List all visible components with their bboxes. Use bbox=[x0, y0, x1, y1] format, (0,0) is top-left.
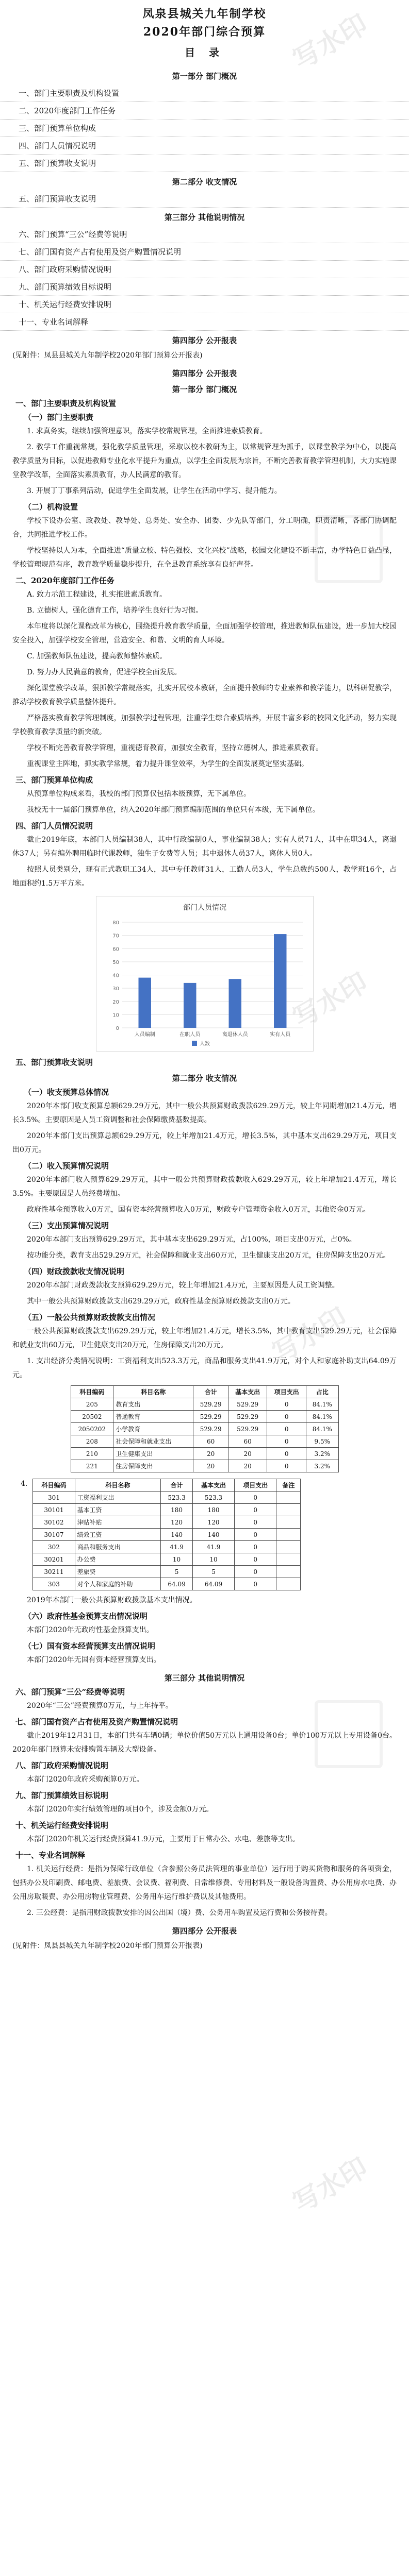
table-cell: 205 bbox=[71, 1398, 113, 1411]
table-cell: 0 bbox=[235, 1553, 276, 1566]
table-row bbox=[71, 1435, 338, 1448]
table-2-wrap bbox=[21, 1476, 409, 1594]
paragraph: 深化课堂教学改革，狠抓教学常规落实，扎实开展校本教研，全面提升教师的专业素养和教学能力，以科研促教学，推动学校教育教学质量整体提升。 bbox=[12, 684, 397, 706]
toc-part-2[interactable]: 第二部分 收支情况 bbox=[172, 177, 237, 187]
table-cell: 523.3 bbox=[192, 1492, 234, 1504]
paragraph: A. 致力示范工程建设，扎实推进素质教育。 bbox=[27, 590, 167, 599]
legend-label: 人数 bbox=[199, 1041, 210, 1047]
table-row bbox=[33, 1516, 301, 1529]
table-cell: 529.29 bbox=[193, 1398, 228, 1411]
y-tick-label: 0 bbox=[116, 1026, 119, 1031]
toc-item[interactable]: 六、部门预算“三公”经费等说明 bbox=[0, 226, 409, 243]
table-row bbox=[71, 1398, 338, 1411]
table-cell: 180 bbox=[192, 1504, 234, 1516]
paragraph: 2. 三公经费：是指用财政拨款安排的因公出国（境）费、公务用车购置及运行费和公务接待费。 bbox=[27, 1909, 332, 1917]
section-5-title: 五、部门预算收支说明 bbox=[15, 1058, 93, 1067]
section-10-title: 十、机关运行经费安排说明 bbox=[15, 1821, 109, 1830]
table-header: 合计 bbox=[161, 1479, 193, 1492]
y-tick-label: 80 bbox=[112, 920, 119, 926]
table-cell: 120 bbox=[161, 1516, 193, 1529]
table-cell: 120 bbox=[192, 1516, 234, 1529]
table-cell: 0 bbox=[267, 1423, 306, 1435]
paragraph: 严格落实教育教学管理制度，加强教学过程管理，注重学生综合素质培养，开展丰富多彩的校园文化活动，努力实现学校教育教学质量的新突破。 bbox=[12, 714, 397, 736]
bar bbox=[228, 979, 241, 1028]
budget-title: 2020年部门综合预算 bbox=[143, 25, 266, 39]
table-header: 科目编码 bbox=[71, 1386, 113, 1398]
paragraph: 从预算单位构成来看，我校的部门预算仅包括本级预算，无下属单位。 bbox=[27, 790, 251, 798]
table-cell: 64.09 bbox=[161, 1578, 193, 1590]
table-header: 备注 bbox=[276, 1479, 301, 1492]
toc-item[interactable]: 一、部门主要职责及机构设置 bbox=[0, 84, 409, 102]
table-row bbox=[33, 1529, 301, 1541]
table-cell: 2050202 bbox=[71, 1423, 113, 1435]
x-tick-label: 人员编制 bbox=[134, 1032, 155, 1038]
table-cell: 60 bbox=[193, 1435, 228, 1448]
chart-title: 部门人员情况 bbox=[183, 904, 226, 912]
table-cell: 0 bbox=[235, 1541, 276, 1553]
s6-sub1: （六）政府性基金预算支出情况说明 bbox=[24, 1612, 148, 1621]
table-cell: 10 bbox=[161, 1553, 193, 1566]
section-9-title: 九、部门预算绩效目标说明 bbox=[15, 1791, 109, 1800]
toc-part-4[interactable]: 第四部分 公开报表 bbox=[172, 336, 237, 345]
paragraph: 本部门2020年无政府性基金预算支出。 bbox=[27, 1626, 154, 1634]
paragraph: 本部门2020年无国有资本经营预算支出。 bbox=[27, 1656, 161, 1664]
table-cell: 30201 bbox=[33, 1553, 75, 1566]
toc-item[interactable]: 五、部门预算收支说明 bbox=[0, 190, 409, 208]
bar bbox=[184, 983, 197, 1028]
table-cell: 20 bbox=[193, 1448, 228, 1460]
table-cell: 221 bbox=[71, 1460, 113, 1472]
table-cell: 84.1% bbox=[306, 1411, 339, 1423]
table-cell: 基本工资 bbox=[75, 1504, 161, 1516]
table-cell: 9.5% bbox=[306, 1435, 339, 1448]
part4-head: 第四部分 公开报表 bbox=[172, 369, 237, 378]
table-cell: 20 bbox=[228, 1460, 267, 1472]
table-cell: 0 bbox=[235, 1504, 276, 1516]
paragraph: 2020年本部门收入预算629.29万元，其中一般公共预算财政拨款收入629.29万元，较上年增加21.4万元，增长3.5%。主要原因是人员经费增加。 bbox=[12, 1176, 397, 1198]
table-cell: 41.9 bbox=[161, 1541, 193, 1553]
table-cell bbox=[276, 1504, 301, 1516]
section-4-title: 四、部门人员情况说明 bbox=[15, 821, 93, 831]
table-cell: 5 bbox=[161, 1566, 193, 1578]
table-cell: 0 bbox=[235, 1529, 276, 1541]
paragraph: 2019年本部门一般公共预算财政拨款基本支出情况。 bbox=[27, 1596, 197, 1604]
section-3-title: 三、部门预算单位构成 bbox=[15, 775, 93, 785]
y-tick-label: 20 bbox=[112, 999, 119, 1005]
table-cell: 小学教育 bbox=[113, 1423, 193, 1435]
table-row bbox=[71, 1411, 338, 1423]
table-cell: 0 bbox=[267, 1435, 306, 1448]
table-cell: 办公费 bbox=[75, 1553, 161, 1566]
table-cell: 普通教育 bbox=[113, 1411, 193, 1423]
paragraph: 3. 开展丁丁事系列活动，促进学生全面发展，让学生在活动中学习、提升能力。 bbox=[27, 487, 282, 495]
table-row bbox=[33, 1578, 301, 1590]
table-cell: 529.29 bbox=[228, 1398, 267, 1411]
toc-part-1[interactable]: 第一部分 部门概况 bbox=[172, 72, 237, 81]
paragraph: 2020年“三公”经费预算0万元，与上年持平。 bbox=[27, 1702, 173, 1710]
table-cell: 3.2% bbox=[306, 1460, 339, 1472]
attachment-note: (见附件：凤县县城关九年制学校2020年部门预算公开报表) bbox=[12, 351, 203, 360]
table-cell: 20502 bbox=[71, 1411, 113, 1423]
table-cell: 0 bbox=[235, 1566, 276, 1578]
table-cell: 84.1% bbox=[306, 1398, 339, 1411]
table-cell: 210 bbox=[71, 1448, 113, 1460]
table-cell: 0 bbox=[235, 1516, 276, 1529]
s5-sub5: （五）一般公共预算财政拨款支出情况 bbox=[24, 1313, 156, 1322]
part4-final-head: 第四部分 公开报表 bbox=[172, 1926, 237, 1936]
paragraph: 本年度将以深化课程改革为核心，围绕提升教育教学质量，全面加强学校管理，推进教师队伍建设，进一步加大校园安全投入，加强学校安全管理，营造安全、和谐、文明的育人环境。 bbox=[12, 622, 397, 645]
table-number: 4. bbox=[21, 1480, 28, 1488]
table-cell: 0 bbox=[267, 1448, 306, 1460]
toc-item[interactable]: 三、部门预算单位构成 bbox=[0, 120, 409, 137]
table-header: 科目名称 bbox=[113, 1386, 193, 1398]
table-header: 项目支出 bbox=[235, 1479, 276, 1492]
toc-item[interactable]: 八、部门政府采购情况说明 bbox=[0, 261, 409, 278]
table-cell: 30101 bbox=[33, 1504, 75, 1516]
table-row bbox=[33, 1566, 301, 1578]
table-cell: 差旅费 bbox=[75, 1566, 161, 1578]
section-7-title: 七、部门国有资产占有使用及资产购置情况说明 bbox=[15, 1717, 178, 1726]
school-title: 凤泉县城关九年制学校 bbox=[142, 7, 267, 21]
toc-item[interactable]: 七、部门国有资产占有使用及资产购置情况说明 bbox=[0, 243, 409, 261]
toc-title: 目 录 bbox=[185, 46, 224, 59]
toc-item[interactable]: 十、机关运行经费安排说明 bbox=[0, 296, 409, 313]
table-cell: 41.9 bbox=[192, 1541, 234, 1553]
table-cell: 180 bbox=[161, 1504, 193, 1516]
table-cell: 529.29 bbox=[228, 1423, 267, 1435]
table-cell: 5 bbox=[192, 1566, 234, 1578]
paragraph: 政府性基金预算收入0万元，国有资本经营预算收入0万元，财政专户管理资金收入0万元，其他资金0万元。 bbox=[27, 1206, 370, 1214]
table-cell: 0 bbox=[267, 1398, 306, 1411]
paragraph: 本部门2020年机关运行经费预算41.9万元，主要用于日常办公、水电、差旅等支出。 bbox=[27, 1835, 300, 1843]
table-cell: 140 bbox=[192, 1529, 234, 1541]
section-11-title: 十一、专业名词解释 bbox=[15, 1851, 86, 1860]
table-cell bbox=[276, 1529, 301, 1541]
paragraph: 学校不断完善教育教学管理，重视德育教育，加强安全教育，坚持立德树人，推进素质教育。 bbox=[27, 744, 323, 752]
toc-item[interactable]: 四、部门人员情况说明 bbox=[0, 137, 409, 155]
table-cell: 0 bbox=[235, 1492, 276, 1504]
table-cell: 津贴补贴 bbox=[75, 1516, 161, 1529]
table-of-contents bbox=[0, 66, 409, 349]
staff-bar-chart bbox=[96, 896, 313, 1051]
table-row bbox=[33, 1553, 301, 1566]
y-tick-label: 50 bbox=[112, 959, 119, 965]
table-cell: 529.29 bbox=[228, 1411, 267, 1423]
s5-sub2: （二）收入预算情况说明 bbox=[24, 1161, 109, 1171]
table-cell bbox=[276, 1566, 301, 1578]
attachment-note-final: (见附件：凤县县城关九年制学校2020年部门预算公开报表) bbox=[12, 1942, 203, 1950]
table-row bbox=[33, 1492, 301, 1504]
watermark-text: 写水印 bbox=[267, 1302, 353, 1369]
s5-sub3: （三）支出预算情况说明 bbox=[24, 1221, 109, 1230]
section-8-title: 八、部门政府采购情况说明 bbox=[15, 1761, 109, 1770]
x-tick-label: 离退休人员 bbox=[222, 1032, 248, 1038]
paragraph: D. 努力办人民满意的教育，促进学校全面发展。 bbox=[27, 668, 182, 676]
table-row bbox=[71, 1460, 338, 1472]
table-row bbox=[33, 1504, 301, 1516]
paragraph: 本部门2020年政府采购预算0万元。 bbox=[27, 1775, 144, 1784]
watermark-text: 写水印 bbox=[288, 9, 373, 76]
paragraph: 截止2019年底，本部门人员编制38人，其中行政编制0人，事业编制38人；实有人员71人，其中在职34人，离退休37人；另有编外聘用临时代课教师，独生子女费等人员；其中退休人员37人，离休人员0人。 bbox=[12, 836, 397, 858]
table-cell: 84.1% bbox=[306, 1423, 339, 1435]
function-table bbox=[71, 1385, 339, 1472]
table-cell bbox=[276, 1492, 301, 1504]
table-header: 占比 bbox=[306, 1386, 339, 1398]
table-row bbox=[71, 1448, 338, 1460]
paragraph: 按功能分类，教育支出529.29万元，社会保障和就业支出60万元，卫生健康支出20万元，住房保障支出20万元。 bbox=[27, 1251, 390, 1260]
y-tick-label: 10 bbox=[112, 1012, 119, 1019]
paragraph: 我校无十一届部门预算单位，纳入2020年部门预算编制范围的单位只有本级，无下属单位。 bbox=[27, 806, 320, 814]
bar bbox=[138, 978, 151, 1028]
y-tick-label: 70 bbox=[112, 933, 119, 939]
paragraph: C. 加强教师队伍建设，提高教师整体素质。 bbox=[27, 652, 167, 660]
table-cell: 20 bbox=[228, 1448, 267, 1460]
s5-sub4: （四）财政拨款收支情况说明 bbox=[24, 1267, 125, 1276]
s5-sub1: （一）收支预算总体情况 bbox=[24, 1088, 109, 1097]
toc-item[interactable]: 十一、专业名词解释 bbox=[0, 313, 409, 331]
table-header: 基本支出 bbox=[228, 1386, 267, 1398]
staff-chart bbox=[96, 896, 314, 1052]
table-cell: 20 bbox=[193, 1460, 228, 1472]
table-cell: 208 bbox=[71, 1435, 113, 1448]
section-1-sub1: （一）部门主要职责 bbox=[24, 413, 94, 422]
table-cell: 0 bbox=[235, 1578, 276, 1590]
paragraph: 一般公共预算财政拨款支出629.29万元，较上年增加21.4万元，增长3.5%，其中教育支出529.29万元，社会保障和就业支出60万元，卫生健康支出20万元，住房保障支出20万元。 bbox=[12, 1327, 397, 1349]
section-6-title: 六、部门预算“三公”经费等说明 bbox=[15, 1687, 125, 1697]
table-cell bbox=[276, 1541, 301, 1553]
table-cell bbox=[276, 1578, 301, 1590]
table-cell bbox=[276, 1553, 301, 1566]
table-header: 科目编码 bbox=[33, 1479, 75, 1492]
table-cell: 商品和服务支出 bbox=[75, 1541, 161, 1553]
table-cell: 64.09 bbox=[192, 1578, 234, 1590]
table-cell: 523.3 bbox=[161, 1492, 193, 1504]
table-cell: 303 bbox=[33, 1578, 75, 1590]
table-cell: 60 bbox=[228, 1435, 267, 1448]
table-cell: 住房保障支出 bbox=[113, 1460, 193, 1472]
table-cell: 140 bbox=[161, 1529, 193, 1541]
watermark-text: 写水印 bbox=[288, 967, 373, 1035]
table-cell: 工资福利支出 bbox=[75, 1492, 161, 1504]
s6-sub2: （七）国有资本经营预算支出情况说明 bbox=[24, 1641, 156, 1651]
part2-head: 第二部分 收支情况 bbox=[172, 1074, 237, 1083]
table-cell: 对个人和家庭的补助 bbox=[75, 1578, 161, 1590]
paragraph: 重视课堂主阵地，抓实教学常规，着力提升课堂效率，为学生的全面发展奠定坚实基础。 bbox=[27, 760, 308, 768]
table-cell: 绩效工资 bbox=[75, 1529, 161, 1541]
table-cell: 3.2% bbox=[306, 1448, 339, 1460]
paragraph: 2. 教学工作重视常规，强化教学质量管理，采取以校本教研为主，以常规管理为抓手，以课堂教学为中心，以提高教学质量为目标，以促进教师专业化水平提升为重点，以学生全面发展为宗旨，不断完善教育教学管理机制，大力实施课堂教学改革，全面落实素质教育，办人民满意的教育。 bbox=[12, 443, 397, 479]
table-header: 合计 bbox=[193, 1386, 228, 1398]
table-cell: 卫生健康支出 bbox=[113, 1448, 193, 1460]
paragraph: 截止2019年12月31日，本部门共有车辆0辆；单位价值50万元以上通用设备0台；单价100万元以上专用设备0台。2020年部门预算未安排购置车辆及大型设备。 bbox=[12, 1732, 397, 1754]
paragraph: B. 立德树人，强化德育工作，培养学生良好行为习惯。 bbox=[27, 606, 203, 615]
part3-head: 第三部分 其他说明情况 bbox=[164, 1673, 245, 1683]
bar bbox=[274, 934, 287, 1028]
table-row bbox=[71, 1423, 338, 1435]
section-2-title: 二、2020年度部门工作任务 bbox=[15, 576, 114, 585]
table-header: 基本支出 bbox=[192, 1479, 234, 1492]
section-1-sub2: （二）机构设置 bbox=[24, 502, 78, 512]
y-tick-label: 30 bbox=[112, 986, 119, 992]
paragraph: 1. 求真务实，继续加强管理意识，落实学校常规管理，全面推进素质教育。 bbox=[27, 427, 267, 435]
table-cell: 30211 bbox=[33, 1566, 75, 1578]
table-cell: 529.29 bbox=[193, 1423, 228, 1435]
economic-table bbox=[32, 1479, 301, 1590]
x-tick-label: 实有人员 bbox=[269, 1032, 290, 1038]
table-cell bbox=[276, 1516, 301, 1529]
table-header: 科目名称 bbox=[75, 1479, 161, 1492]
paragraph: 学校下设办公室、政教处、教导处、总务处、安全办、团委、少先队等部门，分工明确，职责清晰，各部门协调配合，共同推进学校工作。 bbox=[12, 517, 397, 539]
table-cell: 30107 bbox=[33, 1529, 75, 1541]
table-cell: 10 bbox=[192, 1553, 234, 1566]
paragraph: 其中一般公共预算财政拨款支出629.29万元，政府性基金预算财政拨款支出0万元。 bbox=[27, 1297, 295, 1306]
paragraph: 2020年本部门收支预算总额629.29万元，其中一般公共预算财政拨款629.29万元，较上年同期增加21.4万元，增长3.5%。主要原因是人员工资调整和社会保障缴费基数提高。 bbox=[12, 1102, 397, 1124]
table-cell: 529.29 bbox=[193, 1411, 228, 1423]
section-1-title: 一、部门主要职责及机构设置 bbox=[15, 399, 117, 408]
y-tick-label: 60 bbox=[112, 946, 119, 953]
toc-item[interactable]: 二、2020年度部门工作任务 bbox=[0, 102, 409, 120]
toc-item[interactable]: 五、部门预算收支说明 bbox=[0, 155, 409, 172]
part1-head: 第一部分 部门概况 bbox=[172, 385, 237, 394]
paragraph: 2020年本部门财政拨款收支预算629.29万元，较上年增加21.4万元，主要原因是人员工资调整。 bbox=[27, 1281, 339, 1290]
paragraph: 2020年本部门支出预算629.29万元，其中基本支出629.29万元，占100%，项目支出0万元，占0%。 bbox=[27, 1235, 356, 1244]
paragraph: 1. 支出经济分类情况说明：工资福利支出523.3万元，商品和服务支出41.9万元，对个人和家庭补助支出64.09万元。 bbox=[12, 1357, 397, 1379]
paragraph: 按照人员类别分，现有正式教职工34人，其中专任教师31人，工勤人员3人，学生总数约500人，教学班16个，占地面积约1.5万平方米。 bbox=[12, 866, 397, 888]
paragraph: 1. 机关运行经费：是指为保障行政单位（含参照公务员法管理的事业单位）运行用于购买货物和服务的各项资金，包括办公及印刷费、邮电费、差旅费、会议费、福利费、日常维修费、专用材料及一般设备购置费、办公用房水电费、办公用房取暖费、办公用房物业管理费、公务用车运行维护费以及其他费用。 bbox=[12, 1865, 397, 1901]
paragraph: 本部门2020年实行绩效管理的项目0个，涉及金额0万元。 bbox=[27, 1805, 214, 1814]
y-tick-label: 40 bbox=[112, 973, 119, 979]
paragraph: 2020年本部门支出预算总额629.29万元，较上年增加21.4万元，增长3.5%，其中基本支出629.29万元，项目支出0万元。 bbox=[12, 1132, 397, 1154]
table-row bbox=[33, 1541, 301, 1553]
table-cell: 0 bbox=[267, 1411, 306, 1423]
toc-item[interactable]: 九、部门预算绩效目标说明 bbox=[0, 278, 409, 296]
table-cell: 302 bbox=[33, 1541, 75, 1553]
watermark-text: 写水印 bbox=[288, 2152, 373, 2219]
table-cell: 教育支出 bbox=[113, 1398, 193, 1411]
table-header: 项目支出 bbox=[267, 1386, 306, 1398]
table-cell: 301 bbox=[33, 1492, 75, 1504]
x-tick-label: 在职人员 bbox=[179, 1032, 200, 1038]
toc-part-3[interactable]: 第三部分 其他说明情况 bbox=[164, 213, 245, 222]
table-cell: 30102 bbox=[33, 1516, 75, 1529]
paragraph: 学校坚持以人为本，全面推进“质量立校、特色强校、文化兴校”战略，校园文化建设不断丰富，办学特色日益凸显，学校管理规范有序，教育教学质量稳步提升，在全县教育系统享有良好声誉。 bbox=[12, 547, 397, 569]
table-cell: 0 bbox=[267, 1460, 306, 1472]
legend-swatch bbox=[192, 1041, 197, 1046]
table-cell: 社会保障和就业支出 bbox=[113, 1435, 193, 1448]
